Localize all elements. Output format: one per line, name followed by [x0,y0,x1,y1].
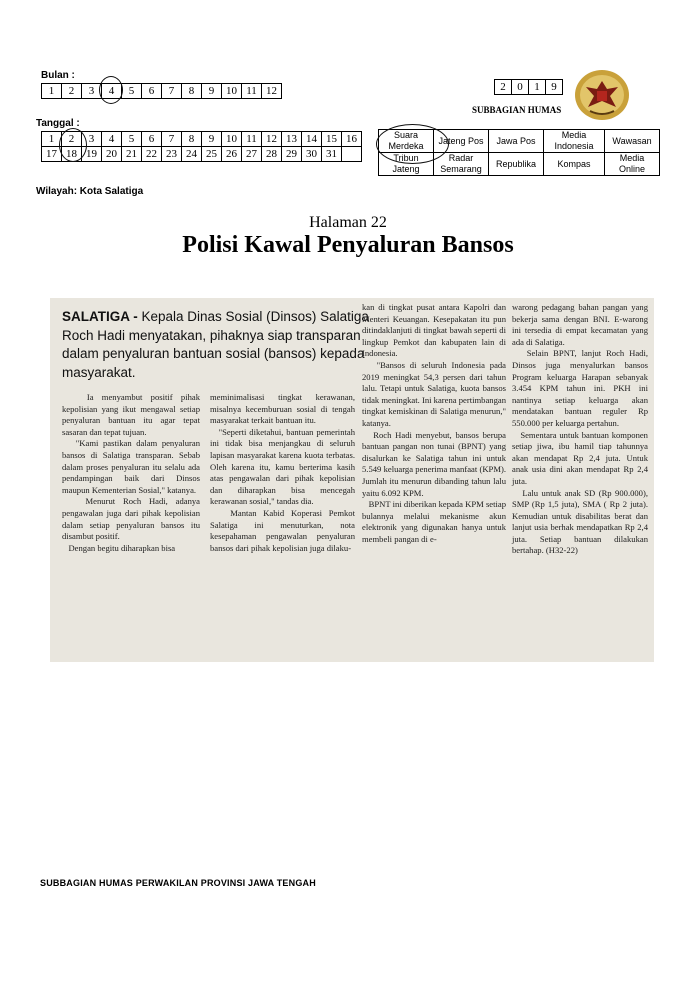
date-cell: 18 [62,147,82,162]
article-column-2: meminimalisasi tingkat kerawanan, misalnya kecemburuan sosial di tengah masyarakat terkait bantuan itu. "Seperti diketahui, bantuan pemerintah ini tidak bisa menjangkau di seluruh lapisan masyarakat karena kuota terbatas. Oleh karena itu, kamu berterima kasih atas pengawalan dari pihak kepolisian dan diharapkan bisa mencegah kerawanan sosial," tandas dia. Mantan Kabid Koperasi Pemkot Salatiga ini menuturkan, nota kesepahaman pengawalan penyaluran bansos dari pihak kepolisian juga dilaku- [210,392,355,553]
media-cell: Republika [489,153,544,176]
media-cell: Jawa Pos [489,130,544,153]
date-cell: 17 [42,147,62,162]
wilayah-label: Wilayah: Kota Salatiga [36,186,144,197]
year-digit-cell: 0 [512,80,529,95]
year-digit-cell: 2 [495,80,512,95]
date-cell: 19 [82,147,102,162]
tanggal-label: Tanggal : [36,118,80,129]
date-cell: 9 [202,132,222,147]
month-cell: 3 [82,84,102,99]
media-cell: Suara Merdeka [379,130,434,153]
date-cell: 15 [322,132,342,147]
article-column-3: kan di tingkat pusat antara Kapolri dan Menteri Keuangan. Kesepakatan itu pun ditindaklanjuti di tingkat bawah seperti di lingkup Pemkot dan kabupaten lain di Indonesia. "Bansos di seluruh Indonesia pada 2019 meningkat 54,3 persen dari tahun lalu. Tetapi untuk Salatiga, kuota bansos tidak meningkat. Ini karena pertimbangan tingkat kemiskinan di Salatiga menurun," katanya. Roch Hadi menyebut, bansos berupa bantuan pangan non tunai (BPNT) yang disalurkan ke Salatiga tahun ini untuk 5.549 keluarga penerima manfaat (KPM). Jumlah itu menurun dibanding tahun lalu yaitu 6.092 KPM. BPNT ini diberikan kepada KPM setiap bulannya melalui mekanisme akun elektronik yang digunakan hanya untuk membeli pangan di e- [362,302,506,544]
date-cell: 31 [322,147,342,162]
media-cell: Jateng Pos [434,130,489,153]
article-column-4: warong pedagang bahan pangan yang bekerja sama dengan BNI. E-warong ini tersedia di empat kecamatan yang ada di Salatiga. Selain BPNT, lanjut Roch Hadi, Dinsos juga menyalurkan bansos Program keluarga Harapan sebanyak 3.454 KPM tahun ini. PKH ini nantinya setiap keluarga akan mendatakan bantuan reguler Rp 550.000 per keluarga pertahun. Sementara untuk bantuan komponen setiap jiwa, ibu hamil tiap tahunnya akan mendapat Rp 2,4 juta. Untuk anak usia dini akan mendapat Rp 2,4 juta. Lalu untuk anak SD (Rp 900.000), SMP (Rp 1,5 juta), SMA ( Rp 2 juta). Kemudian untuk disabilitas berat dan lanjut usia berhak mendapatkan Rp 2,4 juta. Setiap bantuan dilakukan bertahap. (H32-22) [512,302,648,556]
date-cell: 1 [42,132,62,147]
month-cell: 5 [122,84,142,99]
year-digit-cell: 1 [529,80,546,95]
date-cell: 20 [102,147,122,162]
date-cell: 13 [282,132,302,147]
month-cell: 1 [42,84,62,99]
date-cell: 2 [62,132,82,147]
page-number: Halaman 22 [309,214,387,231]
month-cell: 4 [102,84,122,99]
org-label: SUBBAGIAN HUMAS [472,105,562,115]
lead-text: Kepala Dinas Sosial (Dinsos) Salatiga Roch Hadi menyatakan, pihaknya siap transparan dalam penyaluran bantuan sosial (bansos) kepada masyarakat. [62,309,369,380]
garuda-emblem [574,69,630,121]
article-column-1: Ia menyambut positif pihak kepolisian yang ikut mengawal setiap penyaluran bantuan itu agar tepat sasaran dan tepat tujuan. "Kami pastikan dalam penyaluran bansos di Salatiga transparan. Sebab dalam proses penyaluran itu selalu ada pendampingan baik dari Dinsos maupun Kementerian Sosial," katanya. Menurut Roch Hadi, adanya pengawalan juga dari pihak kepolisian dalam setiap penyaluran bansos itu disambut positif. Dengan begitu diharapkan bisa [62,392,200,553]
lead-city: SALATIGA - [62,309,138,324]
date-cell: 22 [142,147,162,162]
media-cell: Media Online [605,153,660,176]
media-cell: Media Indonesia [544,130,605,153]
media-cell: Radar Semarang [434,153,489,176]
date-cell: 14 [302,132,322,147]
date-cell: 11 [242,132,262,147]
media-cell: Tribun Jateng [379,153,434,176]
media-cell: Wawasan [605,130,660,153]
month-selection-circle [99,76,123,104]
date-cell: 24 [182,147,202,162]
date-cell: 12 [262,132,282,147]
month-cell: 12 [262,84,282,99]
month-cell: 10 [222,84,242,99]
month-cell: 9 [202,84,222,99]
month-cell: 6 [142,84,162,99]
headline: Polisi Kawal Penyaluran Bansos [182,232,514,258]
article-lead [62,308,398,382]
date-grid [41,131,362,162]
newspaper-clipping [50,298,654,662]
date-cell: 6 [142,132,162,147]
date-cell: 30 [302,147,322,162]
month-grid [41,83,282,99]
date-cell: 3 [82,132,102,147]
date-cell: 27 [242,147,262,162]
date-cell: 21 [122,147,142,162]
year-digit-cell: 9 [546,80,563,95]
media-cell: Kompas [544,153,605,176]
date-cell: 8 [182,132,202,147]
date-cell [342,147,362,162]
media-selection-circle [376,124,449,164]
date-cell: 5 [122,132,142,147]
date-cell: 7 [162,132,182,147]
date-cell: 29 [282,147,302,162]
date-cell: 10 [222,132,242,147]
date-cell: 16 [342,132,362,147]
date-selection-circle [59,128,87,162]
month-cell: 2 [62,84,82,99]
bulan-label: Bulan : [41,70,75,81]
date-cell: 26 [222,147,242,162]
month-cell: 7 [162,84,182,99]
date-cell: 28 [262,147,282,162]
date-cell: 25 [202,147,222,162]
footer-label: SUBBAGIAN HUMAS PERWAKILAN PROVINSI JAWA TENGAH [40,878,316,888]
month-cell: 8 [182,84,202,99]
month-cell: 11 [242,84,262,99]
date-cell: 23 [162,147,182,162]
year-box [494,79,563,95]
date-cell: 4 [102,132,122,147]
